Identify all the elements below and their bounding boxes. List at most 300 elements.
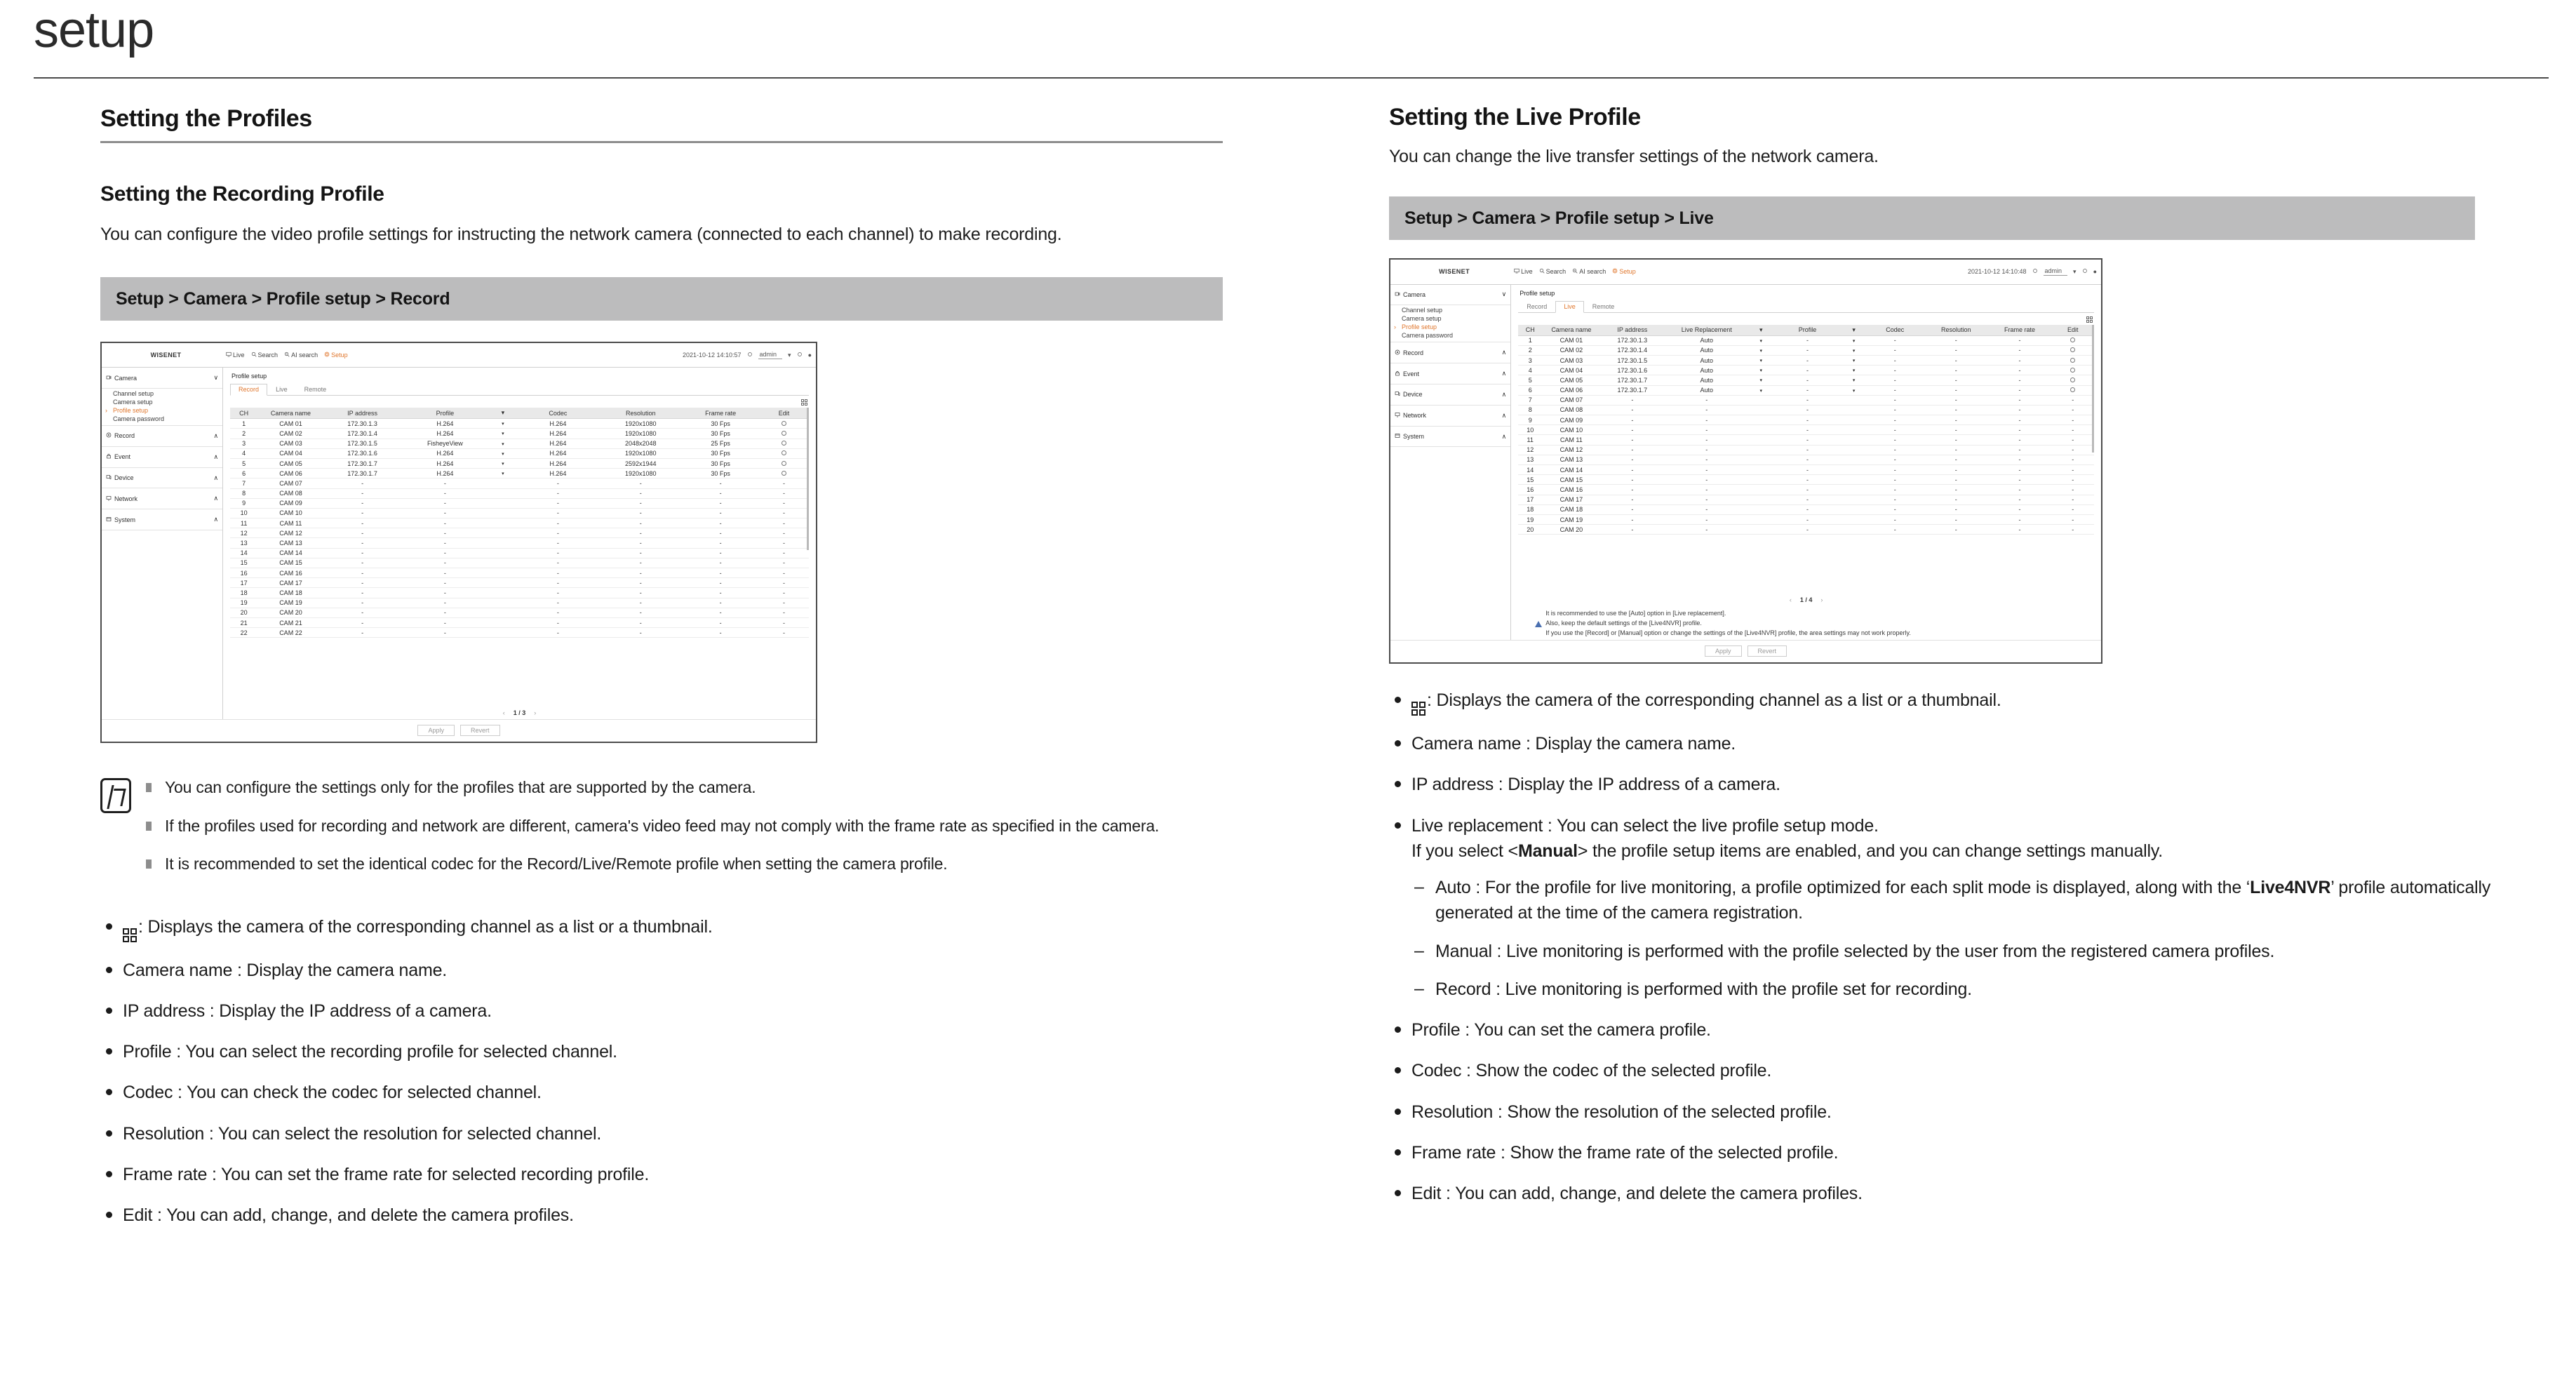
table-cell: CAM 20 <box>1542 525 1600 535</box>
table-cell: - <box>1924 425 1988 435</box>
sidebar-item-camera-setup[interactable]: Camera setup <box>1402 315 1442 323</box>
nvr-menu-label: AI search <box>291 352 318 359</box>
revert-button[interactable]: Revert <box>460 725 500 736</box>
note-pencil-icon <box>100 778 131 813</box>
sidebar-group-camera[interactable] <box>1390 285 1510 306</box>
camera-icon <box>106 375 112 382</box>
nvr-menu-label: AI search <box>1579 268 1606 276</box>
table-cell: 30 Fps <box>682 419 759 429</box>
table-row[interactable] <box>230 458 809 468</box>
nvr-datetime: 2021-10-12 14:10:57 <box>682 352 742 359</box>
chevron-up-icon[interactable]: ∧ <box>1501 432 1507 440</box>
table-cell: 2048x2048 <box>599 439 682 448</box>
table-cell: - <box>1866 485 1924 495</box>
table-cell: CAM 15 <box>257 558 323 568</box>
table-row[interactable] <box>230 538 809 548</box>
table-cell: - <box>401 568 490 578</box>
table-row[interactable] <box>1518 405 2094 415</box>
table-cell: - <box>1924 445 1988 455</box>
sidebar-group-record[interactable] <box>1390 342 1510 363</box>
table-cell: - <box>1773 495 1842 504</box>
table-cell: - <box>1866 475 1924 485</box>
tab-remote[interactable]: Remote <box>1592 302 1615 310</box>
table-cell: - <box>682 608 759 617</box>
table-row[interactable] <box>1518 425 2094 435</box>
dropdown-caret-icon[interactable]: ▾ <box>1749 375 1773 385</box>
column-header-codec[interactable]: Codec <box>1866 325 1924 336</box>
table-row[interactable] <box>1518 335 2094 345</box>
column-header-edit[interactable]: Edit <box>759 408 809 419</box>
table-cell: - <box>759 608 809 617</box>
dropdown-caret-icon[interactable]: ▾ <box>1749 355 1773 365</box>
prev-page-button[interactable]: ‹ <box>1789 596 1792 604</box>
sidebar-item-camera-setup[interactable]: Camera setup <box>113 399 153 406</box>
event-icon <box>106 453 112 460</box>
table-cell: - <box>517 588 600 598</box>
column-header-ip-address[interactable]: IP address <box>1600 325 1664 336</box>
dropdown-caret-icon[interactable]: ▾ <box>489 419 516 429</box>
table-cell: - <box>1924 395 1988 405</box>
sidebar-group-event[interactable] <box>102 447 222 468</box>
table-cell: - <box>1600 405 1664 415</box>
edit-gear-icon[interactable] <box>759 469 809 479</box>
table-row[interactable] <box>230 508 809 518</box>
column-header-resolution[interactable]: Resolution <box>599 408 682 419</box>
column-header-live-replacement[interactable]: Live Replacement <box>1664 325 1749 336</box>
table-cell: 4 <box>1518 366 1542 375</box>
table-row[interactable] <box>230 498 809 508</box>
table-cell: CAM 13 <box>1542 455 1600 464</box>
column-header-camera-name[interactable]: Camera name <box>257 408 323 419</box>
left-breadcrumb-text: Setup > Camera > Profile setup > Record <box>116 288 450 309</box>
dropdown-caret-icon[interactable]: ▾ <box>1749 335 1773 345</box>
table-cell: - <box>401 518 490 528</box>
table-cell: - <box>1988 375 2052 385</box>
table-row[interactable] <box>1518 345 2094 355</box>
tab-remote[interactable]: Remote <box>304 386 327 394</box>
table-cell: - <box>599 578 682 588</box>
table-cell <box>1749 405 1773 415</box>
table-cell: 9 <box>1518 415 1542 425</box>
page-title: setup <box>34 2 154 58</box>
table-cell <box>489 578 516 588</box>
table-cell: 30 Fps <box>682 458 759 468</box>
column-header-frame-rate[interactable]: Frame rate <box>682 408 759 419</box>
table-row[interactable] <box>1518 525 2094 535</box>
apply-button[interactable]: Apply <box>417 725 455 736</box>
table-row[interactable] <box>230 479 809 488</box>
table-cell: 19 <box>1518 514 1542 524</box>
pagination <box>230 704 809 719</box>
chevron-up-icon[interactable]: ∧ <box>1501 390 1507 398</box>
table-row[interactable] <box>1518 514 2094 524</box>
table-cell: - <box>324 568 401 578</box>
table-row[interactable] <box>230 488 809 498</box>
table-cell: 1920x1080 <box>599 469 682 479</box>
tab-live[interactable]: Live <box>276 386 288 394</box>
sidebar-item-profile-setup[interactable]: › Profile setup <box>1390 323 1510 331</box>
table-row[interactable] <box>230 448 809 458</box>
table-cell: CAM 03 <box>257 439 323 448</box>
table-cell: - <box>2051 415 2094 425</box>
prev-page-button[interactable]: ‹ <box>502 709 505 716</box>
table-row[interactable] <box>1518 385 2094 395</box>
column-header-ch[interactable]: CH <box>230 408 257 419</box>
ai-search-icon <box>284 352 290 359</box>
nvr-menu-label: Setup <box>1619 268 1636 276</box>
table-cell: - <box>759 508 809 518</box>
table-cell: 13 <box>1518 455 1542 464</box>
table-cell: 172.30.1.7 <box>1600 385 1664 395</box>
table-row[interactable] <box>1518 375 2094 385</box>
table-cell: - <box>517 508 600 518</box>
dropdown-caret-icon[interactable]: ▾ <box>1842 355 1866 365</box>
list-item: Edit : You can add, change, and delete the camera profiles. <box>1389 1181 2511 1206</box>
grid-view-toggle-icon[interactable] <box>801 399 807 406</box>
edit-gear-icon[interactable] <box>2051 385 2094 395</box>
table-cell: 172.30.1.5 <box>1600 355 1664 365</box>
table-cell: - <box>1866 504 1924 514</box>
nvr-menu-search[interactable] <box>1539 268 1567 275</box>
grid-view-toggle-icon[interactable] <box>2086 316 2093 323</box>
column-header-camera-name[interactable]: Camera name <box>1542 325 1600 336</box>
table-cell: Auto <box>1664 385 1749 395</box>
table-cell <box>1842 425 1866 435</box>
tab-record[interactable]: Record <box>230 384 267 396</box>
table-cell <box>1842 475 1866 485</box>
sidebar-group-camera[interactable] <box>102 368 222 389</box>
edit-gear-icon[interactable] <box>2051 355 2094 365</box>
chevron-down-icon[interactable]: ▾ <box>788 351 791 359</box>
chevron-down-icon[interactable]: ∨ <box>1501 290 1507 298</box>
table-cell: - <box>1988 514 2052 524</box>
table-row[interactable] <box>230 429 809 439</box>
table-cell: 12 <box>1518 445 1542 455</box>
dropdown-caret-icon[interactable]: ▾ <box>1842 385 1866 395</box>
nvr-menu-live[interactable] <box>1514 268 1533 275</box>
column-header-frame-rate[interactable]: Frame rate <box>1988 325 2052 336</box>
table-cell: - <box>1600 485 1664 495</box>
right-nvr-screenshot <box>1389 258 2102 664</box>
nvr-sidebar <box>1390 285 1511 640</box>
left-breadcrumb <box>100 277 1223 321</box>
table-cell: - <box>1924 435 1988 445</box>
column-header-caret[interactable]: ▾ <box>1842 325 1866 336</box>
tab-record[interactable]: Record <box>1527 302 1548 310</box>
table-cell: CAM 19 <box>1542 514 1600 524</box>
sidebar-group-device[interactable] <box>102 468 222 489</box>
table-row[interactable] <box>1518 465 2094 475</box>
power-icon[interactable]: ● <box>807 352 812 359</box>
sidebar-group-event[interactable] <box>1390 363 1510 384</box>
nvr-footer <box>1390 640 2101 662</box>
sidebar-group-label: System <box>1403 433 1425 441</box>
next-page-button[interactable]: › <box>534 709 537 716</box>
table-cell: - <box>517 617 600 627</box>
table-cell: - <box>324 508 401 518</box>
table-cell: 1920x1080 <box>599 429 682 439</box>
table-cell: 19 <box>230 598 257 608</box>
chevron-up-icon[interactable]: ∧ <box>1501 349 1507 356</box>
edit-gear-icon[interactable] <box>759 429 809 439</box>
table-cell: - <box>1924 375 1988 385</box>
table-row[interactable] <box>230 598 809 608</box>
column-header-ip-address[interactable]: IP address <box>324 408 401 419</box>
table-cell: - <box>1988 385 2052 395</box>
edit-gear-icon[interactable] <box>759 419 809 429</box>
table-cell: - <box>1664 405 1749 415</box>
sidebar-group-record[interactable] <box>102 426 222 447</box>
warning-line: Also, keep the default settings of the [Live4NVR] profile. <box>1545 620 1702 627</box>
help-icon[interactable] <box>2082 268 2088 275</box>
table-cell: 5 <box>230 458 257 468</box>
table-row[interactable] <box>230 419 809 429</box>
dropdown-caret-icon[interactable]: ▾ <box>1749 345 1773 355</box>
dropdown-caret-icon[interactable]: ▾ <box>1842 366 1866 375</box>
help-icon[interactable] <box>797 352 803 359</box>
table-cell: H.264 <box>517 429 600 439</box>
dropdown-caret-icon[interactable]: ▾ <box>1842 335 1866 345</box>
table-cell: - <box>1866 425 1924 435</box>
edit-gear-icon[interactable] <box>2051 375 2094 385</box>
sidebar-group-label: Record <box>114 432 135 440</box>
tab-live[interactable]: Live <box>1555 301 1584 313</box>
column-header-resolution[interactable]: Resolution <box>1924 325 1988 336</box>
event-icon <box>1395 370 1400 377</box>
dropdown-caret-icon[interactable]: ▾ <box>489 469 516 479</box>
sidebar-group-system[interactable] <box>102 509 222 530</box>
table-cell: - <box>599 588 682 598</box>
table-cell: - <box>1773 375 1842 385</box>
note-item: You can configure the settings only for the profiles that are supported by the camera. <box>144 775 1159 800</box>
table-cell: - <box>1600 475 1664 485</box>
edit-gear-icon[interactable] <box>759 439 809 448</box>
table-row[interactable] <box>1518 455 2094 464</box>
table-row[interactable] <box>230 439 809 448</box>
table-cell: - <box>1664 435 1749 445</box>
table-cell: - <box>682 548 759 558</box>
list-item: IP address : Display the IP address of a camera. <box>100 998 1223 1024</box>
nvr-topbar <box>1390 260 2101 285</box>
table-row[interactable] <box>230 628 809 638</box>
column-header-edit[interactable]: Edit <box>2051 325 2094 336</box>
table-cell <box>1749 475 1773 485</box>
table-cell: - <box>1664 495 1749 504</box>
chevron-up-icon[interactable]: ∧ <box>213 453 219 460</box>
dropdown-caret-icon[interactable]: ▾ <box>489 458 516 468</box>
sidebar-group-device[interactable] <box>1390 384 1510 406</box>
table-cell: CAM 21 <box>257 617 323 627</box>
table-cell: - <box>759 488 809 498</box>
sub-list-item: – Record : Live monitoring is performed with the profile set for recording. <box>1411 977 2511 1002</box>
table-cell: 30 Fps <box>682 429 759 439</box>
table-cell: - <box>324 498 401 508</box>
sidebar-item-camera-password[interactable]: Camera password <box>113 415 165 423</box>
dropdown-caret-icon[interactable]: ▾ <box>1842 375 1866 385</box>
table-cell: CAM 10 <box>1542 425 1600 435</box>
column-header-caret[interactable]: ▾ <box>1749 325 1773 336</box>
table-cell: 172.30.1.7 <box>1600 375 1664 385</box>
table-row[interactable] <box>1518 495 2094 504</box>
column-header-profile[interactable]: Profile <box>1773 325 1842 336</box>
cursor-icon <box>747 352 753 359</box>
nvr-menu-live[interactable] <box>226 352 245 359</box>
table-cell: - <box>324 518 401 528</box>
table-cell <box>1749 514 1773 524</box>
table-cell: - <box>682 578 759 588</box>
table-cell: H.264 <box>517 419 600 429</box>
chevron-up-icon[interactable]: ∧ <box>213 431 219 439</box>
dropdown-caret-icon[interactable]: ▾ <box>489 429 516 439</box>
table-cell: - <box>401 588 490 598</box>
table-cell: 17 <box>1518 495 1542 504</box>
table-cell: - <box>1988 504 2052 514</box>
chevron-up-icon[interactable]: ∧ <box>213 495 219 502</box>
table-cell: CAM 16 <box>257 568 323 578</box>
nvr-menu-setup[interactable] <box>324 352 348 359</box>
table-cell: CAM 05 <box>1542 375 1600 385</box>
table-cell: - <box>1924 405 1988 415</box>
table-row[interactable] <box>1518 366 2094 375</box>
table-row[interactable] <box>1518 435 2094 445</box>
table-cell: - <box>1924 475 1988 485</box>
sidebar-item-channel-setup[interactable]: Channel setup <box>1402 307 1443 314</box>
table-cell: - <box>759 528 809 538</box>
table-row[interactable] <box>230 469 809 479</box>
dropdown-caret-icon[interactable]: ▾ <box>1842 345 1866 355</box>
sidebar-group-system[interactable] <box>1390 427 1510 448</box>
table-cell: H.264 <box>517 448 600 458</box>
edit-gear-icon[interactable] <box>2051 345 2094 355</box>
list-item <box>100 914 1223 942</box>
nvr-menu-search[interactable] <box>251 352 279 359</box>
table-cell: - <box>1866 405 1924 415</box>
table-cell <box>1842 495 1866 504</box>
chevron-up-icon[interactable]: ∧ <box>213 516 219 523</box>
table-row[interactable] <box>230 568 809 578</box>
table-cell: 2 <box>1518 345 1542 355</box>
column-header-profile[interactable]: Profile <box>401 408 490 419</box>
edit-gear-icon[interactable] <box>2051 335 2094 345</box>
nvr-user-label[interactable]: admin <box>2044 267 2068 276</box>
warning-triangle-icon <box>1535 621 1542 627</box>
table-cell: 8 <box>230 488 257 498</box>
sidebar-subgroup <box>1390 305 1510 342</box>
dropdown-caret-icon[interactable]: ▾ <box>489 448 516 458</box>
table-row[interactable] <box>230 588 809 598</box>
table-row[interactable] <box>230 617 809 627</box>
table-cell: - <box>1600 415 1664 425</box>
sidebar-item-camera-password[interactable]: Camera password <box>1402 332 1454 340</box>
nvr-menu-ai-search[interactable] <box>284 352 318 359</box>
nvr-menu-setup[interactable] <box>1612 268 1636 275</box>
edit-gear-icon[interactable] <box>759 448 809 458</box>
dropdown-caret-icon[interactable]: ▾ <box>489 439 516 448</box>
table-cell: 22 <box>230 628 257 638</box>
nvr-menu-label: Search <box>1545 268 1567 276</box>
sidebar-item-channel-setup[interactable]: Channel setup <box>113 390 154 398</box>
warning-line: It is recommended to use the [Auto] option in [Live replacement]. <box>1545 610 1726 617</box>
table-cell: CAM 15 <box>1542 475 1600 485</box>
column-header-caret[interactable]: ▾ <box>489 408 516 419</box>
list-item-subtext: If you select <Manual> the profile setup items are enabled, and you can change settings manually. <box>1411 841 2164 861</box>
table-row[interactable] <box>1518 415 2094 425</box>
table-cell: - <box>2051 495 2094 504</box>
column-header-ch[interactable]: CH <box>1518 325 1542 336</box>
table-cell: 1 <box>1518 335 1542 345</box>
chevron-up-icon[interactable]: ∧ <box>213 474 219 481</box>
table-cell: - <box>1664 395 1749 405</box>
table-cell: - <box>1664 475 1749 485</box>
table-cell: - <box>1988 366 2052 375</box>
sidebar-item-profile-setup[interactable]: › Profile setup <box>102 406 222 415</box>
table-cell: CAM 06 <box>1542 385 1600 395</box>
apply-button[interactable]: Apply <box>1705 645 1742 657</box>
table-row[interactable] <box>1518 485 2094 495</box>
column-header-codec[interactable]: Codec <box>517 408 600 419</box>
revert-button[interactable]: Revert <box>1747 645 1787 657</box>
device-icon <box>1395 391 1400 398</box>
table-row[interactable] <box>230 548 809 558</box>
left-section-divider <box>100 141 1223 143</box>
table-row[interactable] <box>1518 504 2094 514</box>
table-row[interactable] <box>230 608 809 617</box>
pagination <box>1518 591 2094 606</box>
dropdown-caret-icon[interactable]: ▾ <box>1749 366 1773 375</box>
table-row[interactable] <box>230 578 809 588</box>
sidebar-group-network[interactable] <box>102 488 222 509</box>
edit-gear-icon[interactable] <box>759 458 809 468</box>
power-icon[interactable]: ● <box>2093 268 2097 276</box>
sidebar-group-network[interactable] <box>1390 406 1510 427</box>
dropdown-caret-icon[interactable]: ▾ <box>1749 385 1773 395</box>
table-scrollbar[interactable] <box>2092 325 2094 453</box>
edit-gear-icon[interactable] <box>2051 366 2094 375</box>
network-icon <box>106 495 112 502</box>
nvr-menu-ai-search[interactable] <box>1572 268 1606 275</box>
table-cell <box>489 598 516 608</box>
table-row[interactable] <box>1518 395 2094 405</box>
table-cell: - <box>1866 375 1924 385</box>
nvr-user-label[interactable]: admin <box>758 351 783 359</box>
sidebar-group-label: Camera <box>1403 290 1426 298</box>
table-row[interactable] <box>1518 475 2094 485</box>
list-item: Resolution : Show the resolution of the selected profile. <box>1389 1099 2511 1125</box>
table-row[interactable] <box>1518 445 2094 455</box>
table-cell: CAM 01 <box>1542 335 1600 345</box>
left-note-list <box>144 775 1159 890</box>
table-cell <box>489 538 516 548</box>
chevron-up-icon[interactable]: ∧ <box>1501 370 1507 377</box>
chevron-down-icon[interactable]: ▾ <box>2073 267 2077 275</box>
table-cell: CAM 09 <box>1542 415 1600 425</box>
table-cell: - <box>1773 415 1842 425</box>
table-row[interactable] <box>230 558 809 568</box>
table-row[interactable] <box>230 528 809 538</box>
list-item: Codec : Show the codec of the selected profile. <box>1389 1058 2511 1083</box>
table-scrollbar[interactable] <box>807 408 809 549</box>
table-row[interactable] <box>1518 355 2094 365</box>
table-cell: 18 <box>230 588 257 598</box>
table-row[interactable] <box>230 518 809 528</box>
left-intro-text: You can configure the video profile settings for instructing the network camera (connected to each channel) to make recording. <box>100 225 1062 244</box>
table-cell: - <box>759 518 809 528</box>
chevron-up-icon[interactable]: ∧ <box>1501 411 1507 419</box>
next-page-button[interactable]: › <box>1820 596 1823 604</box>
chevron-down-icon[interactable]: ∨ <box>213 374 219 382</box>
table-cell: - <box>599 479 682 488</box>
table-cell: - <box>1924 366 1988 375</box>
